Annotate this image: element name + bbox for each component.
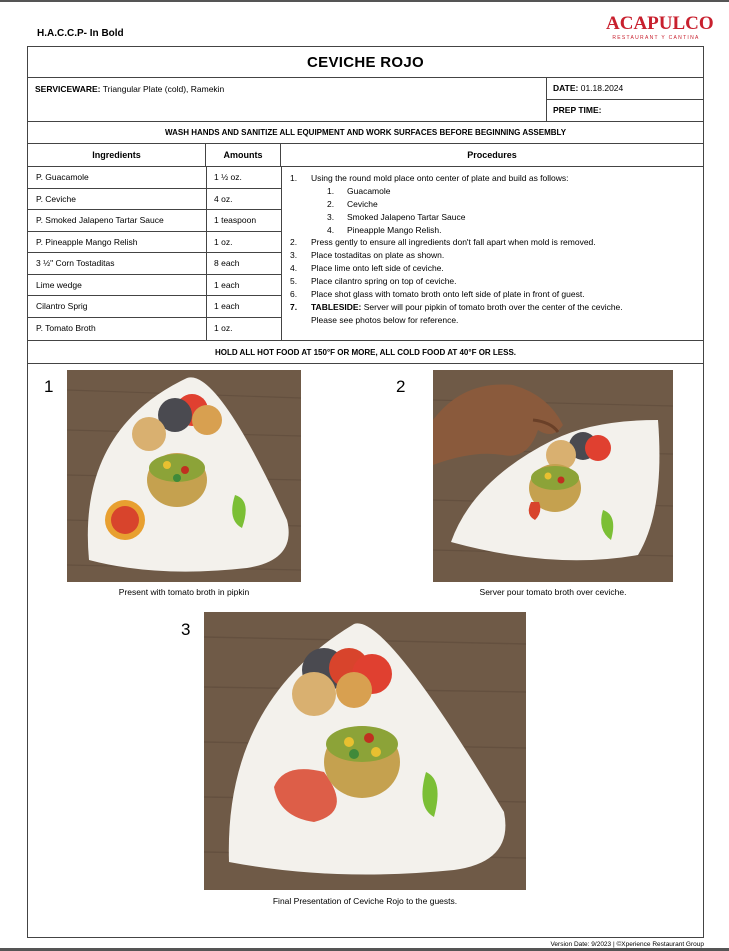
ingredient-amount: 1 teaspoon [214, 215, 257, 225]
photo-caption: Present with tomato broth in pipkin [118, 587, 250, 597]
procedure-step: 1. Using the round mold place onto center of plate and build as follows: [290, 173, 569, 183]
ingredient-name: Lime wedge [36, 279, 82, 290]
logo-text: ACAPULCO [606, 13, 714, 34]
ingredient-amount: 1 each [214, 301, 240, 311]
procedure-substep: 3. Smoked Jalapeno Tartar Sauce [327, 211, 466, 222]
procedure-step: 2. Press gently to ensure all ingredients don't fall apart when mold is removed. [290, 237, 596, 248]
procedure-substep: 4. Pineapple Mango Relish. [327, 224, 442, 235]
ingredient-row [28, 253, 281, 275]
ingredient-row [28, 318, 281, 342]
ingredient-name: P. Ceviche [36, 193, 77, 204]
version-footer: Version Date: 9/2023 | ©Xperience Restaurant Group [550, 941, 704, 948]
procedures-cell [281, 167, 703, 341]
serviceware-cell [28, 78, 547, 122]
date-value: 01.18.2024 [580, 83, 624, 93]
logo-subtext: RESTAURANT Y CANTINA [612, 35, 700, 41]
photo-number: 3 [181, 620, 191, 639]
ingredient-name: P. Guacamole [36, 172, 89, 182]
procedure-step: 5. Place cilantro spring on top of ceviche. [290, 276, 457, 287]
recipe-card [27, 46, 704, 938]
haccp-label: H.A.C.C.P- In Bold [37, 28, 124, 39]
ingredient-row [28, 189, 281, 211]
ingredient-row [28, 232, 281, 254]
wash-notice: WASH HANDS AND SANITIZE ALL EQUIPMENT AND WORK SURFACES BEFORE BEGINNING ASSEMBLY [28, 122, 703, 144]
amounts-header: Amounts [206, 144, 281, 167]
recipe-title: CEVICHE ROJO [28, 47, 703, 78]
procedure-substep: 2. Ceviche [327, 198, 378, 209]
procedure-step-note: Please see photos below for reference. [311, 314, 459, 325]
ingredient-amount: 1 each [214, 279, 240, 290]
ingredient-row [28, 210, 281, 232]
ingredient-amount: 1 ½ oz. [214, 172, 242, 182]
prep-time-cell [547, 100, 703, 122]
photo-caption: Server pour tomato broth over ceviche. [479, 587, 627, 597]
ingredient-amount: 1 oz. [214, 322, 233, 333]
ingredients-header: Ingredients [28, 144, 206, 167]
serviceware-value: Triangular Plate (cold), Ramekin [102, 84, 225, 94]
photo-final-presentation [204, 612, 526, 890]
procedure-substep: 1. Guacamole [327, 185, 391, 196]
procedure-step: 3. Place tostaditas on plate as shown. [290, 250, 445, 261]
ingredient-amount: 8 each [214, 258, 240, 268]
procedure-step: 6. Place shot glass with tomato broth onto left side of plate in front of guest. [290, 289, 585, 300]
hold-notice: HOLD ALL HOT FOOD AT 150°F OR MORE, ALL COLD FOOD AT 40°F OR LESS. [28, 341, 703, 364]
ingredient-amount: 4 oz. [214, 193, 233, 204]
photo-server-pour [433, 370, 673, 582]
acapulco-logo [606, 13, 714, 46]
date-label: DATE: [553, 83, 579, 93]
ingredient-amount: 1 oz. [214, 236, 233, 247]
serviceware-label: SERVICEWARE: [35, 84, 101, 94]
ingredient-name: P. Smoked Jalapeno Tartar Sauce [36, 215, 164, 225]
ingredient-row [28, 275, 281, 297]
photo-number: 1 [44, 377, 54, 396]
plated-ceviche-image [67, 370, 301, 582]
photo-caption: Final Presentation of Ceviche Rojo to the guests. [272, 896, 458, 906]
procedure-step-tableside: 7. TABLESIDE: Server will pour pipkin of tomato broth over the center of the ceviche. [290, 301, 623, 312]
ingredient-row [28, 167, 281, 189]
top-border [0, 0, 729, 2]
ingredient-row [28, 296, 281, 318]
procedures-header: Procedures [281, 144, 703, 167]
ingredient-name: Cilantro Sprig [36, 301, 88, 311]
prep-time-label: PREP TIME: [553, 105, 602, 115]
ingredient-name: P. Pineapple Mango Relish [36, 236, 138, 247]
ingredient-name: P. Tomato Broth [36, 322, 96, 333]
date-cell [547, 78, 703, 100]
ingredient-name: 3 ½" Corn Tostaditas [36, 258, 115, 268]
procedure-step: 4. Place lime onto left side of ceviche. [290, 263, 444, 274]
final-plate-image [204, 612, 526, 890]
photo-number: 2 [396, 377, 406, 396]
server-pouring-image [433, 370, 673, 582]
photo-present-with-broth [67, 370, 301, 582]
